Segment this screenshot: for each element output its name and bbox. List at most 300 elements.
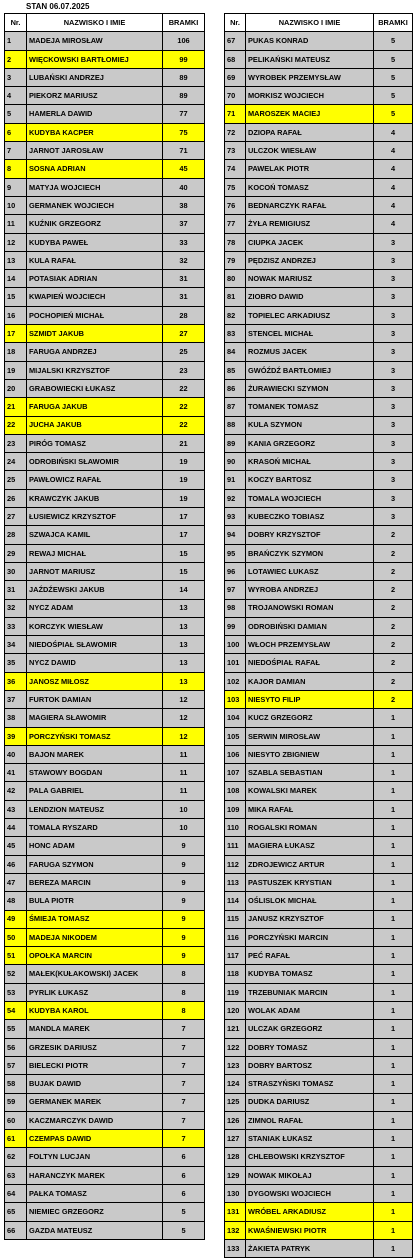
player-goals: 1 bbox=[374, 1075, 413, 1093]
table-row bbox=[225, 855, 413, 873]
player-number: 65 bbox=[5, 1203, 27, 1221]
player-number: 43 bbox=[5, 800, 27, 818]
player-goals: 2 bbox=[374, 562, 413, 580]
player-name: POTASIAK ADRIAN bbox=[27, 270, 163, 288]
player-name: BUJAK DAWID bbox=[27, 1075, 163, 1093]
player-goals: 1 bbox=[374, 1020, 413, 1038]
player-name: REWAJ MICHAŁ bbox=[27, 544, 163, 562]
table-row bbox=[5, 745, 205, 763]
player-name: GRABOWIECKI ŁUKASZ bbox=[27, 379, 163, 397]
player-name: MIJALSKI KRZYSZTOF bbox=[27, 361, 163, 379]
player-goals: 3 bbox=[374, 306, 413, 324]
player-name: ZIOBRO DAWID bbox=[246, 288, 374, 306]
table-row bbox=[225, 636, 413, 654]
player-number: 93 bbox=[225, 508, 246, 526]
player-name: PAWŁOWICZ RAFAŁ bbox=[27, 471, 163, 489]
player-name: ODROBIŃSKI DAMIAN bbox=[246, 617, 374, 635]
player-name: DZIOPA RAFAŁ bbox=[246, 123, 374, 141]
player-goals: 4 bbox=[374, 160, 413, 178]
player-goals: 19 bbox=[163, 453, 205, 471]
player-name: GWÓŹDŹ BARTŁOMIEJ bbox=[246, 361, 374, 379]
player-number: 94 bbox=[225, 526, 246, 544]
player-number: 123 bbox=[225, 1056, 246, 1074]
player-number: 15 bbox=[5, 288, 27, 306]
table-row bbox=[225, 288, 413, 306]
player-name: MORKISZ WOJCIECH bbox=[246, 87, 374, 105]
table-row bbox=[5, 1075, 205, 1093]
player-goals: 1 bbox=[374, 947, 413, 965]
player-number: 25 bbox=[5, 471, 27, 489]
table-row bbox=[5, 306, 205, 324]
player-name: SZWAJCA KAMIL bbox=[27, 526, 163, 544]
player-goals: 2 bbox=[374, 526, 413, 544]
player-goals: 1 bbox=[374, 1166, 413, 1184]
player-name: PASTUSZEK KRYSTIAN bbox=[246, 873, 374, 891]
player-number: 46 bbox=[5, 855, 27, 873]
player-name: NIESYTO ZBIGNIEW bbox=[246, 745, 374, 763]
player-goals: 13 bbox=[163, 672, 205, 690]
player-goals: 13 bbox=[163, 599, 205, 617]
player-number: 32 bbox=[5, 599, 27, 617]
player-number: 6 bbox=[5, 123, 27, 141]
player-number: 24 bbox=[5, 453, 27, 471]
player-number: 19 bbox=[5, 361, 27, 379]
player-name: GRZESIK DARIUSZ bbox=[27, 1038, 163, 1056]
player-goals: 23 bbox=[163, 361, 205, 379]
table-row bbox=[5, 434, 205, 452]
player-name: NIEDOŚPIAŁ SŁAWOMIR bbox=[27, 636, 163, 654]
player-name: STENCEL MICHAŁ bbox=[246, 325, 374, 343]
player-goals: 38 bbox=[163, 196, 205, 214]
player-number: 55 bbox=[5, 1020, 27, 1038]
player-number: 108 bbox=[225, 782, 246, 800]
table-row bbox=[225, 1038, 413, 1056]
table-row bbox=[5, 1203, 205, 1221]
player-number: 92 bbox=[225, 489, 246, 507]
table-row bbox=[5, 1038, 205, 1056]
player-name: ZIMNOL RAFAŁ bbox=[246, 1111, 374, 1129]
player-goals: 9 bbox=[163, 837, 205, 855]
player-number: 63 bbox=[5, 1166, 27, 1184]
player-number: 22 bbox=[5, 416, 27, 434]
table-row bbox=[5, 599, 205, 617]
player-name: NIEMIEC GRZEGORZ bbox=[27, 1203, 163, 1221]
player-number: 27 bbox=[5, 508, 27, 526]
player-name: PEĆ RAFAŁ bbox=[246, 947, 374, 965]
header-goals: BRAMKI bbox=[163, 14, 205, 32]
player-goals: 3 bbox=[374, 288, 413, 306]
player-name: FARUGA ANDRZEJ bbox=[27, 343, 163, 361]
player-goals: 1 bbox=[374, 1148, 413, 1166]
player-goals: 40 bbox=[163, 178, 205, 196]
player-number: 109 bbox=[225, 800, 246, 818]
player-number: 7 bbox=[5, 142, 27, 160]
player-number: 96 bbox=[225, 562, 246, 580]
player-name: PIRÓG TOMASZ bbox=[27, 434, 163, 452]
table-row bbox=[225, 1203, 413, 1221]
player-name: KUBECZKO TOBIASZ bbox=[246, 508, 374, 526]
player-goals: 7 bbox=[163, 1056, 205, 1074]
player-number: 126 bbox=[225, 1111, 246, 1129]
player-number: 10 bbox=[5, 196, 27, 214]
table-row bbox=[225, 745, 413, 763]
player-goals: 15 bbox=[163, 544, 205, 562]
player-name: ŁUSIEWICZ KRZYSZTOF bbox=[27, 508, 163, 526]
player-name: BRAŃCZYK SZYMON bbox=[246, 544, 374, 562]
player-number: 78 bbox=[225, 233, 246, 251]
player-number: 127 bbox=[225, 1130, 246, 1148]
player-goals: 106 bbox=[163, 32, 205, 50]
player-number: 73 bbox=[225, 142, 246, 160]
player-goals: 3 bbox=[374, 508, 413, 526]
table-row bbox=[5, 910, 205, 928]
player-number: 28 bbox=[5, 526, 27, 544]
player-goals: 1 bbox=[374, 800, 413, 818]
player-name: PORCZYŃSKI TOMASZ bbox=[27, 727, 163, 745]
player-goals: 3 bbox=[374, 453, 413, 471]
player-goals: 99 bbox=[163, 50, 205, 68]
player-goals: 71 bbox=[163, 142, 205, 160]
player-number: 52 bbox=[5, 965, 27, 983]
player-name: KUDYBA KACPER bbox=[27, 123, 163, 141]
table-row bbox=[225, 1020, 413, 1038]
player-goals: 11 bbox=[163, 764, 205, 782]
player-name: OPOŁKA MARCIN bbox=[27, 947, 163, 965]
player-name: PĘDZISZ ANDRZEJ bbox=[246, 251, 374, 269]
player-goals: 14 bbox=[163, 581, 205, 599]
table-row bbox=[225, 819, 413, 837]
player-name: MADEJA MIROSŁAW bbox=[27, 32, 163, 50]
table-row bbox=[5, 1221, 205, 1239]
player-goals: 1 bbox=[374, 782, 413, 800]
player-goals: 1 bbox=[374, 1239, 413, 1257]
player-name: CZEMPAS DAWID bbox=[27, 1130, 163, 1148]
player-name: WŁOCH PRZEMYSŁAW bbox=[246, 636, 374, 654]
table-row bbox=[225, 32, 413, 50]
player-name: NOWAK MIKOŁAJ bbox=[246, 1166, 374, 1184]
player-name: KWAŚNIEWSKI PIOTR bbox=[246, 1221, 374, 1239]
player-goals: 19 bbox=[163, 489, 205, 507]
player-goals: 1 bbox=[374, 709, 413, 727]
player-number: 85 bbox=[225, 361, 246, 379]
player-name: WOLAK ADAM bbox=[246, 1002, 374, 1020]
player-goals: 1 bbox=[374, 1056, 413, 1074]
table-row bbox=[225, 343, 413, 361]
table-row bbox=[225, 453, 413, 471]
player-name: STRASZYŃSKI TOMASZ bbox=[246, 1075, 374, 1093]
player-number: 62 bbox=[5, 1148, 27, 1166]
player-name: DOBRY BARTOSZ bbox=[246, 1056, 374, 1074]
table-row bbox=[5, 32, 205, 50]
player-goals: 1 bbox=[374, 892, 413, 910]
player-name: KWAPIEŃ WOJCIECH bbox=[27, 288, 163, 306]
player-goals: 9 bbox=[163, 855, 205, 873]
player-goals: 2 bbox=[374, 690, 413, 708]
player-goals: 17 bbox=[163, 526, 205, 544]
player-name: SERWIN MIROSŁAW bbox=[246, 727, 374, 745]
header-name: NAZWISKO I IMIE bbox=[27, 14, 163, 32]
player-goals: 31 bbox=[163, 270, 205, 288]
player-goals: 2 bbox=[374, 581, 413, 599]
player-name: KOCOŃ TOMASZ bbox=[246, 178, 374, 196]
player-number: 38 bbox=[5, 709, 27, 727]
table-row bbox=[225, 398, 413, 416]
player-goals: 4 bbox=[374, 142, 413, 160]
player-goals: 1 bbox=[374, 965, 413, 983]
player-goals: 8 bbox=[163, 1002, 205, 1020]
player-number: 111 bbox=[225, 837, 246, 855]
player-goals: 11 bbox=[163, 745, 205, 763]
player-number: 5 bbox=[5, 105, 27, 123]
player-number: 56 bbox=[5, 1038, 27, 1056]
player-name: ŻAKIETA PATRYK bbox=[246, 1239, 374, 1257]
player-goals: 27 bbox=[163, 325, 205, 343]
player-number: 97 bbox=[225, 581, 246, 599]
table-row bbox=[5, 562, 205, 580]
player-goals: 7 bbox=[163, 1111, 205, 1129]
player-name: STAWOWY BOGDAN bbox=[27, 764, 163, 782]
player-name: KUDYBA TOMASZ bbox=[246, 965, 374, 983]
player-name: JANUSZ KRZYSZTOF bbox=[246, 910, 374, 928]
player-goals: 9 bbox=[163, 928, 205, 946]
player-number: 72 bbox=[225, 123, 246, 141]
player-name: NIEDOŚPIAŁ RAFAŁ bbox=[246, 654, 374, 672]
player-name: KOCZY BARTOSZ bbox=[246, 471, 374, 489]
player-name: KACZMARCZYK DAWID bbox=[27, 1111, 163, 1129]
table-row bbox=[5, 50, 205, 68]
player-number: 121 bbox=[225, 1020, 246, 1038]
header-nr: Nr. bbox=[5, 14, 27, 32]
player-goals: 17 bbox=[163, 508, 205, 526]
table-row bbox=[5, 1185, 205, 1203]
table-row bbox=[225, 727, 413, 745]
player-number: 68 bbox=[225, 50, 246, 68]
table-row bbox=[5, 764, 205, 782]
player-goals: 12 bbox=[163, 709, 205, 727]
table-row bbox=[5, 690, 205, 708]
table-row bbox=[225, 1002, 413, 1020]
player-name: FARUGA SZYMON bbox=[27, 855, 163, 873]
table-row bbox=[5, 251, 205, 269]
player-number: 42 bbox=[5, 782, 27, 800]
table-row bbox=[225, 1185, 413, 1203]
player-number: 30 bbox=[5, 562, 27, 580]
player-goals: 4 bbox=[374, 196, 413, 214]
player-goals: 4 bbox=[374, 123, 413, 141]
player-name: MAŁEK(KUŁAKOWSKI) JACEK bbox=[27, 965, 163, 983]
player-name: PYRLIK ŁUKASZ bbox=[27, 983, 163, 1001]
table-row bbox=[225, 690, 413, 708]
table-row bbox=[225, 947, 413, 965]
player-name: JARNOT MARIUSZ bbox=[27, 562, 163, 580]
player-goals: 3 bbox=[374, 233, 413, 251]
table-row bbox=[5, 105, 205, 123]
player-goals: 2 bbox=[374, 599, 413, 617]
player-name: ŻURAWIECKI SZYMON bbox=[246, 379, 374, 397]
player-name: ROGALSKI ROMAN bbox=[246, 819, 374, 837]
player-name: WIĘCKOWSKI BARTŁOMIEJ bbox=[27, 50, 163, 68]
table-row bbox=[225, 526, 413, 544]
player-goals: 1 bbox=[374, 928, 413, 946]
player-name: KORCZYK WIESŁAW bbox=[27, 617, 163, 635]
player-name: NIESYTO FILIP bbox=[246, 690, 374, 708]
table-row bbox=[225, 508, 413, 526]
player-name: KRAWCZYK JAKUB bbox=[27, 489, 163, 507]
player-number: 23 bbox=[5, 434, 27, 452]
table-row bbox=[5, 288, 205, 306]
player-number: 132 bbox=[225, 1221, 246, 1239]
player-number: 66 bbox=[5, 1221, 27, 1239]
player-name: PAWELAK PIOTR bbox=[246, 160, 374, 178]
table-row bbox=[5, 178, 205, 196]
player-name: MAGIERA ŁUKASZ bbox=[246, 837, 374, 855]
player-goals: 3 bbox=[374, 270, 413, 288]
player-name: KOWALSKI MAREK bbox=[246, 782, 374, 800]
player-number: 122 bbox=[225, 1038, 246, 1056]
player-name: MATYJA WOJCIECH bbox=[27, 178, 163, 196]
player-goals: 5 bbox=[163, 1203, 205, 1221]
player-number: 49 bbox=[5, 910, 27, 928]
table-row bbox=[225, 160, 413, 178]
player-name: SZMIDT JAKUB bbox=[27, 325, 163, 343]
player-goals: 1 bbox=[374, 727, 413, 745]
table-row bbox=[225, 379, 413, 397]
player-number: 70 bbox=[225, 87, 246, 105]
table-row bbox=[225, 1221, 413, 1239]
player-number: 20 bbox=[5, 379, 27, 397]
player-number: 103 bbox=[225, 690, 246, 708]
player-name: TOMALA RYSZARD bbox=[27, 819, 163, 837]
table-row bbox=[225, 178, 413, 196]
player-goals: 2 bbox=[374, 636, 413, 654]
player-name: TOMANEK TOMASZ bbox=[246, 398, 374, 416]
table-row bbox=[225, 1093, 413, 1111]
player-goals: 7 bbox=[163, 1038, 205, 1056]
player-name: TOPIELEC ARKADIUSZ bbox=[246, 306, 374, 324]
player-goals: 19 bbox=[163, 471, 205, 489]
player-number: 89 bbox=[225, 434, 246, 452]
player-name: TOMALA WOJCIECH bbox=[246, 489, 374, 507]
table-row bbox=[5, 196, 205, 214]
player-name: WRÓBEL ARKADIUSZ bbox=[246, 1203, 374, 1221]
scorers-table-right bbox=[224, 13, 413, 1258]
player-name: ULCZAK GRZEGORZ bbox=[246, 1020, 374, 1038]
player-name: LUBAŃSKI ANDRZEJ bbox=[27, 68, 163, 86]
player-goals: 9 bbox=[163, 947, 205, 965]
player-name: DUDKA DARIUSZ bbox=[246, 1093, 374, 1111]
table-row bbox=[225, 325, 413, 343]
player-goals: 33 bbox=[163, 233, 205, 251]
player-goals: 89 bbox=[163, 68, 205, 86]
player-goals: 1 bbox=[374, 1185, 413, 1203]
player-name: OŚLISLOK MICHAŁ bbox=[246, 892, 374, 910]
player-goals: 3 bbox=[374, 325, 413, 343]
player-goals: 13 bbox=[163, 617, 205, 635]
player-number: 99 bbox=[225, 617, 246, 635]
table-row bbox=[225, 1111, 413, 1129]
player-name: WYROBEK PRZEMYSŁAW bbox=[246, 68, 374, 86]
player-name: PUKAS KONRAD bbox=[246, 32, 374, 50]
player-number: 131 bbox=[225, 1203, 246, 1221]
player-name: JAŹDŹEWSKI JAKUB bbox=[27, 581, 163, 599]
player-number: 4 bbox=[5, 87, 27, 105]
table-row bbox=[5, 453, 205, 471]
player-name: DOBRY TOMASZ bbox=[246, 1038, 374, 1056]
player-name: NOWAK MARIUSZ bbox=[246, 270, 374, 288]
player-goals: 1 bbox=[374, 1221, 413, 1239]
table-row bbox=[225, 123, 413, 141]
player-number: 82 bbox=[225, 306, 246, 324]
player-name: KUDYBA KAROL bbox=[27, 1002, 163, 1020]
player-goals: 1 bbox=[374, 855, 413, 873]
player-number: 112 bbox=[225, 855, 246, 873]
player-number: 114 bbox=[225, 892, 246, 910]
player-number: 91 bbox=[225, 471, 246, 489]
player-goals: 5 bbox=[374, 105, 413, 123]
player-goals: 1 bbox=[374, 1111, 413, 1129]
player-number: 129 bbox=[225, 1166, 246, 1184]
table-row bbox=[5, 526, 205, 544]
player-number: 2 bbox=[5, 50, 27, 68]
player-number: 16 bbox=[5, 306, 27, 324]
player-number: 133 bbox=[225, 1239, 246, 1257]
table-row bbox=[225, 1075, 413, 1093]
player-number: 101 bbox=[225, 654, 246, 672]
table-row bbox=[5, 636, 205, 654]
player-name: ULCZOK WIESŁAW bbox=[246, 142, 374, 160]
player-number: 60 bbox=[5, 1111, 27, 1129]
player-name: SZABLA SEBASTIAN bbox=[246, 764, 374, 782]
player-number: 77 bbox=[225, 215, 246, 233]
player-name: BEREZA MARCIN bbox=[27, 873, 163, 891]
table-row bbox=[225, 892, 413, 910]
page-title: STAN 06.07.2025 bbox=[26, 2, 90, 11]
player-goals: 1 bbox=[374, 819, 413, 837]
table-row bbox=[225, 1056, 413, 1074]
player-goals: 89 bbox=[163, 87, 205, 105]
player-number: 113 bbox=[225, 873, 246, 891]
player-number: 83 bbox=[225, 325, 246, 343]
table-row bbox=[5, 508, 205, 526]
player-number: 36 bbox=[5, 672, 27, 690]
player-name: PAŁKA TOMASZ bbox=[27, 1185, 163, 1203]
table-row bbox=[225, 873, 413, 891]
player-number: 59 bbox=[5, 1093, 27, 1111]
player-goals: 11 bbox=[163, 782, 205, 800]
player-number: 116 bbox=[225, 928, 246, 946]
player-goals: 3 bbox=[374, 251, 413, 269]
table-row bbox=[225, 270, 413, 288]
player-number: 75 bbox=[225, 178, 246, 196]
table-row bbox=[225, 983, 413, 1001]
player-name: LENDZION MATEUSZ bbox=[27, 800, 163, 818]
header-name: NAZWISKO I IMIE bbox=[246, 14, 374, 32]
player-number: 74 bbox=[225, 160, 246, 178]
player-number: 21 bbox=[5, 398, 27, 416]
player-name: LOTAWIEC ŁUKASZ bbox=[246, 562, 374, 580]
player-goals: 10 bbox=[163, 819, 205, 837]
player-goals: 7 bbox=[163, 1020, 205, 1038]
player-number: 8 bbox=[5, 160, 27, 178]
player-goals: 1 bbox=[374, 745, 413, 763]
player-goals: 2 bbox=[374, 544, 413, 562]
table-row bbox=[225, 544, 413, 562]
player-name: STANIAK ŁUKASZ bbox=[246, 1130, 374, 1148]
player-number: 98 bbox=[225, 599, 246, 617]
player-goals: 22 bbox=[163, 398, 205, 416]
player-name: ZDROJEWICZ ARTUR bbox=[246, 855, 374, 873]
player-name: HARANCZYK MAREK bbox=[27, 1166, 163, 1184]
